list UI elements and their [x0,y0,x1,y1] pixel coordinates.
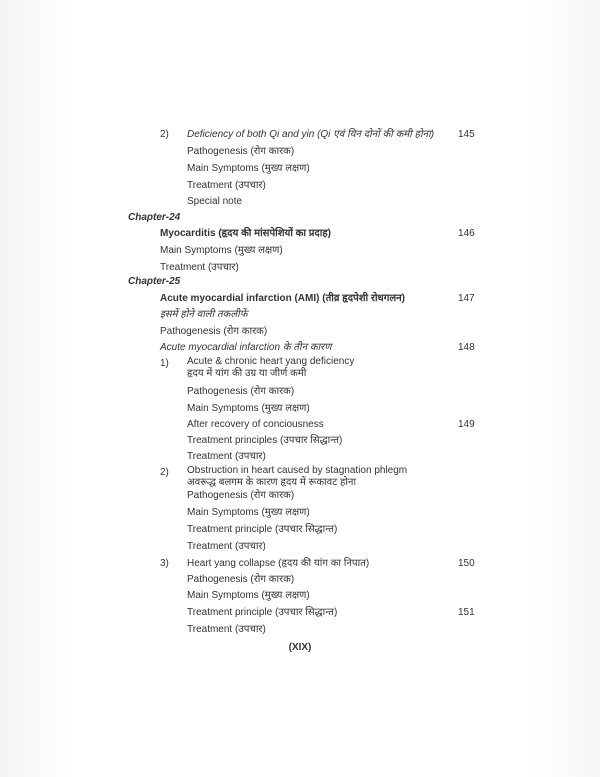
toc-entry: Treatment (उपचार) [187,624,266,635]
toc-page-number: 146 [458,228,475,239]
toc-entry-ami: Acute myocardial infarction (AMI) (तीव्र हृदपेशी रोधगलन) [160,293,405,304]
toc-entry: Treatment (उपचार) [187,541,266,552]
toc-entry: Treatment (उपचार) [187,180,266,191]
toc-entry: Acute myocardial infarction के तीन कारण [160,342,332,353]
toc-entry: Treatment principles (उपचार सिद्धान्त) [187,435,343,446]
toc-number: 2) [160,129,169,140]
toc-entry: Pathogenesis (रोग कारक) [187,490,295,501]
toc-entry: Main Symptoms (मुख्य लक्षण) [187,590,310,601]
toc-entry: Main Symptoms (मुख्य लक्षण) [187,403,310,414]
toc-entry: Treatment principle (उपचार सिद्धान्त) [187,524,338,535]
toc-entry: Special note [187,196,243,207]
toc-entry: Pathogenesis (रोग कारक) [187,146,295,157]
chapter-heading: Chapter-24 [128,212,181,223]
toc-entry: Heart yang collapse (हृदय की यांग का निपात) [187,558,370,569]
toc-entry: हृदय में यांग की उग्र या जीर्ण कमी [187,368,307,379]
toc-entry: Obstruction in heart caused by stagnation phlegm [187,465,408,476]
chapter-heading: Chapter-25 [128,276,181,287]
toc-page-number: 149 [458,419,475,430]
toc-entry: इसमें होने वाली तकलीफें [160,309,248,320]
toc-entry-myocarditis: Myocarditis (हृदय की मांसपेशियों का प्रदाह) [160,228,331,239]
toc-entry: Acute & chronic heart yang deficiency [187,356,355,367]
toc-entry: Main Symptoms (मुख्य लक्षण) [160,245,283,256]
toc-page-number: 147 [458,293,475,304]
toc-page-number: 151 [458,607,475,618]
toc-number: 1) [160,358,169,369]
toc-entry: After recovery of conciousness [187,419,324,430]
toc-page-number: 150 [458,558,475,569]
toc-entry: Pathogenesis (रोग कारक) [160,326,268,337]
toc-page-number: 148 [458,342,475,353]
toc-entry: Main Symptoms (मुख्य लक्षण) [187,163,310,174]
toc-entry: Pathogenesis (रोग कारक) [187,386,295,397]
toc-entry: Treatment principle (उपचार सिद्धान्त) [187,607,338,618]
toc-entry-deficiency-qi-yin: Deficiency of both Qi and yin (Qi एवं यिन दोनों की कमी होना) [187,129,435,140]
page-footer-roman-numeral: (XIX) [288,642,312,653]
toc-number: 3) [160,558,169,569]
toc-entry: Main Symptoms (मुख्य लक्षण) [187,507,310,518]
toc-number: 2) [160,467,169,478]
toc-entry: अवरूद्ध बलगम के कारण हृदय में रूकावट होना [187,477,357,488]
toc-entry: Treatment (उपचार) [160,262,239,273]
toc-entry: Pathogenesis (रोग कारक) [187,574,295,585]
toc-entry: Treatment (उपचार) [187,451,266,462]
toc-page-number: 145 [458,129,475,140]
